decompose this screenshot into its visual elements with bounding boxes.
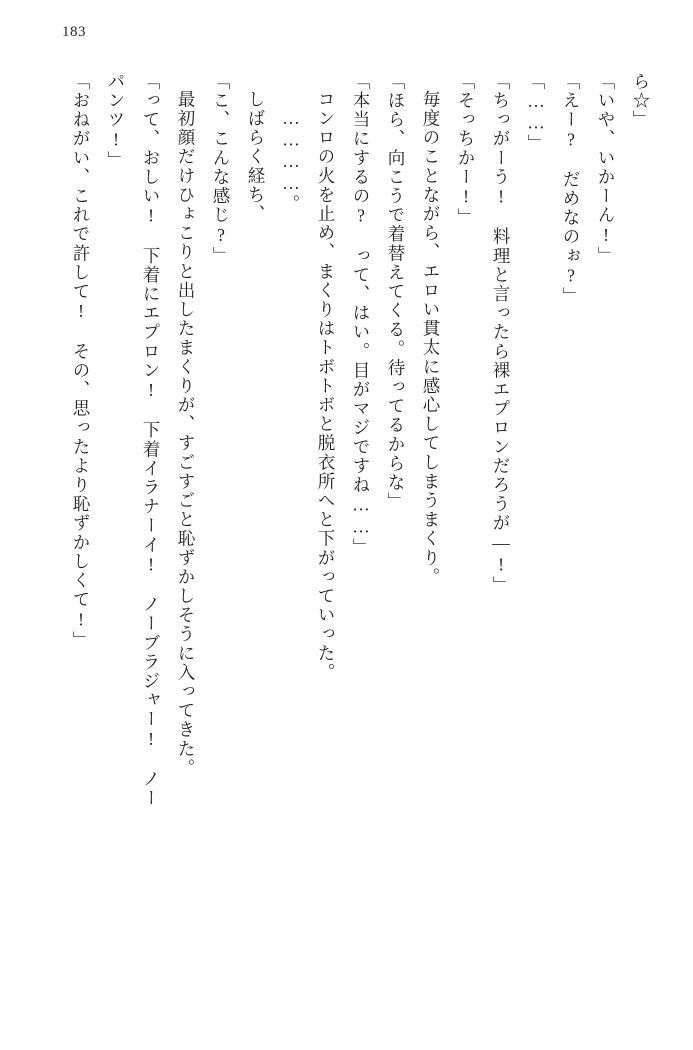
text-line: 「ほら、向こうで着替えてくる。待ってるからな」 — [386, 72, 406, 512]
text-line: 「って、おしい! 下着にエプロン! 下着イラナーイ! ノーブラジャー! ノー — [141, 72, 161, 808]
text-line: 「ちっがーう! 料理と言ったら裸エプロンだろうが—!」 — [491, 72, 511, 596]
text-line: 「いや、いかーん!」 — [596, 72, 616, 266]
text-line: 「えー? だめなのぉ?」 — [561, 72, 581, 307]
text-line: 「おねがい、これで許して! その、思ったより恥ずかしくて!」 — [71, 72, 91, 650]
text-line: 「こ、こんな感じ?」 — [211, 72, 231, 266]
text-line: 「……」 — [526, 72, 546, 154]
text-line: 毎度のことながら、エロい貫太に感心してしまうまくり。 — [421, 90, 441, 587]
text-line: …………。 — [281, 108, 301, 214]
text-line: しばらく経ち、 — [246, 90, 266, 224]
text-line: ら☆」 — [631, 72, 651, 130]
vertical-body-text — [30, 72, 649, 1010]
text-line: 「そっちかー!」 — [456, 72, 476, 228]
text-line: パンツ!」 — [106, 72, 126, 170]
text-line: コンロの火を止め、まくりはトボトボと脱衣所へと下がっていった。 — [316, 90, 336, 683]
page-number: 183 — [62, 24, 86, 40]
text-line: 「本当にするの? って、はい。目がマジですね……」 — [351, 72, 371, 557]
text-line: 最初顔だけひょこりと出したまくりが、すごすごと恥ずかしそうに入ってきた。 — [176, 90, 196, 778]
